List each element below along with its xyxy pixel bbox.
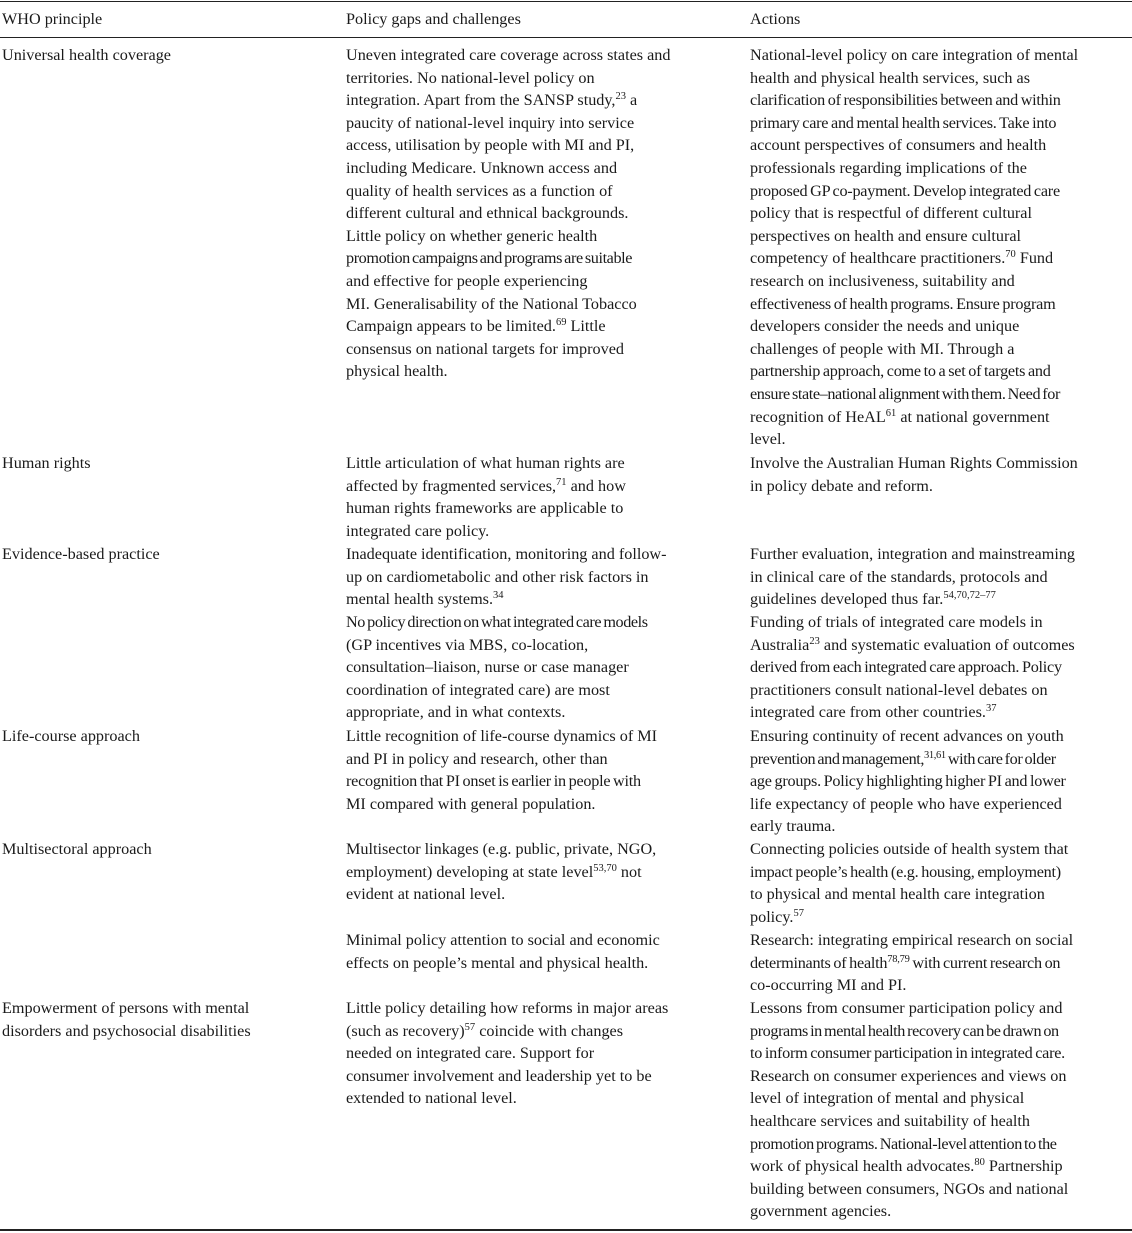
actions-evidence-based-practice-b: Funding of trials of integrated care models in Australia$^{23}$ and systematic evaluation of outcomes derived from each integrated care approach. Policy practitioners consult national-level debates on integrated care from other countries.$^{37}$: [750, 613, 1075, 722]
actions-empowerment: Lessons from consumer participation policy and programs in mental health recovery can be drawn on to inform consumer participation in integrated care. Research on consumer experiences and views on level of integration of mental and physical healthcare services and suitability of health promotion programs. National-level attention to the work of physical health advocates.$^{80}$ Partnership building between consumers, NGOs and national government agencies.: [750, 999, 1069, 1221]
gaps-multisectoral-approach-a: Multisector linkages (e.g. public, private, NGO, employment) developing at state level$^{53,70}$ not evident at national level.: [346, 840, 657, 904]
gaps-life-course-approach: Little recognition of life-course dynamics of MI and PI in policy and research, other than recognition that PI onset is earlier in people with MI compared with general population.: [346, 727, 658, 813]
header-policy-gaps: Policy gaps and challenges: [346, 10, 521, 28]
principle-human-rights: Human rights: [2, 454, 91, 472]
actions-multisectoral-approach-b: Research: integrating empirical research on social determinants of health$^{78,79}$ with current research on co-occurring MI and PI.: [750, 931, 1074, 995]
principle-evidence-based-practice: Evidence-based practice: [2, 545, 160, 563]
gaps-universal-health-coverage: Uneven integrated care coverage across states and territories. No national-level policy on integration. Apart from the SANSP study,$^{23}$ a paucity of national-level inquiry into service access, utilisation by people with MI and PI, including Medicare. Unknown access and quality of health services as a function of different cultural and ethnical backgrounds. Little policy on whether generic health promotion campaigns and programs are suitable and effective for people experiencing MI. Generalisability of the National Tobacco Campaign appears to be limited.$^{69}$ Little consensus on national targets for improved physical health.: [346, 46, 671, 381]
principle-empowerment: Empowerment of persons with mental disorders and psychosocial disabilities: [2, 999, 251, 1040]
principle-multisectoral-approach: Multisectoral approach: [2, 840, 152, 858]
header-who-principle: WHO principle: [2, 10, 103, 28]
header-actions: Actions: [750, 10, 801, 28]
gaps-evidence-based-practice-a: Inadequate identification, monitoring and follow- up on cardiometabolic and other risk factors in mental health systems.$^{34}$: [346, 545, 667, 609]
actions-human-rights: Involve the Australian Human Rights Commission in policy debate and reform.: [750, 454, 1078, 495]
gaps-human-rights: Little articulation of what human rights are affected by fragmented services,$^{71}$ and how human rights frameworks are applicable to integrated care policy.: [346, 454, 626, 540]
principle-life-course-approach: Life-course approach: [2, 727, 140, 745]
gaps-empowerment: Little policy detailing how reforms in major areas (such as recovery)$^{57}$ coincide with changes needed on integrated care. Support for consumer involvement and leadership yet to be extended to national level.: [346, 999, 669, 1108]
principle-universal-health-coverage: Universal health coverage: [2, 46, 171, 64]
table-bottom-rule: [0, 1229, 1132, 1231]
gaps-evidence-based-practice-b: No policy direction on what integrated care models (GP incentives via MBS, co-location, consultation–liaison, nurse or case manager coordination of integrated care) are most appropriate, and in what contexts.: [346, 613, 648, 722]
actions-multisectoral-approach-a: Connecting policies outside of health system that impact people’s health (e.g. housing, employment) to physical and mental health care integration policy.$^{57}$: [750, 840, 1069, 926]
actions-life-course-approach: Ensuring continuity of recent advances on youth prevention and management,$^{31,61}$ with care for older age groups. Policy highlighting higher PI and lower life expectancy of people who have experienced early trauma.: [750, 727, 1066, 836]
gaps-multisectoral-approach-b: Minimal policy attention to social and economic effects on people’s mental and physical health.: [346, 931, 660, 972]
actions-evidence-based-practice-a: Further evaluation, integration and mainstreaming in clinical care of the standards, protocols and guidelines developed thus far.$^{54,70,72-77}$: [750, 545, 1076, 609]
actions-universal-health-coverage: National-level policy on care integration of mental health and physical health services, such as clarification of responsibilities between and within primary care and mental health services. Take into account perspectives of consumers and health professionals regarding implications of the proposed GP co-payment. Develop integrated care policy that is respectful of different cultural perspectives on health and ensure cultural competency of healthcare practitioners.$^{70}$ Fund research on inclusiveness, suitability and effectiveness of health programs. Ensure program developers consider the needs and unique challenges of people with MI. Through a partnership approach, come to a set of targets and ensure state–national alignment with them. Need for recognition of HeAL$^{61}$ at national government level.: [750, 46, 1079, 449]
header-rule: [0, 37, 1132, 38]
table-top-rule: [0, 1, 1132, 2]
